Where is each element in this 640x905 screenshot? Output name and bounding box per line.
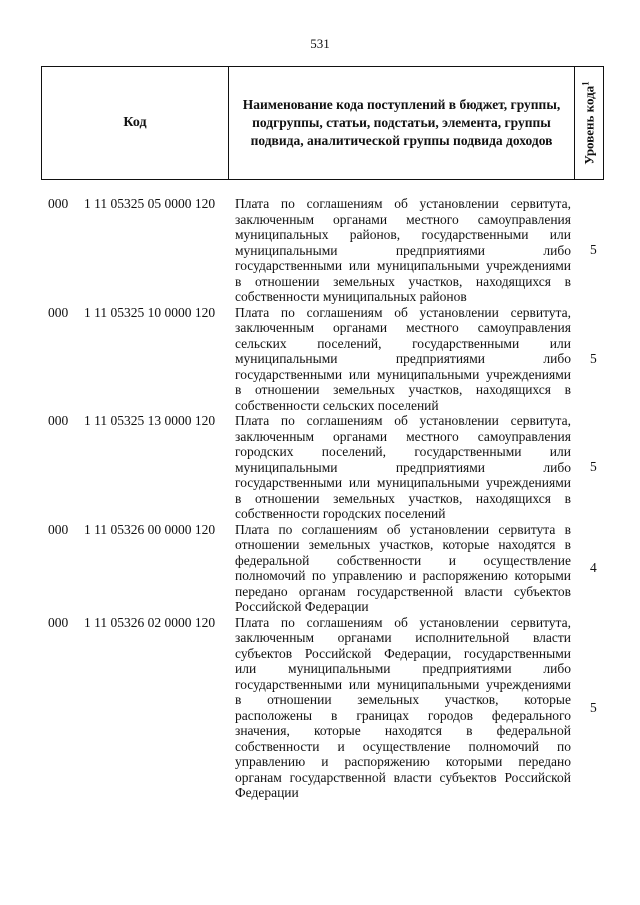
table-row bbox=[0, 196, 640, 305]
table-row bbox=[0, 413, 640, 522]
header-level-cell bbox=[575, 67, 603, 179]
description-line: значения, которые находятся в федеральной bbox=[235, 723, 571, 738]
code-level: 4 bbox=[590, 560, 597, 575]
description-line: в отношении земельных участков, которые bbox=[235, 692, 571, 707]
description-line: передано органам государственной власти субъектов bbox=[235, 583, 571, 599]
revenue-code: 1 11 05325 05 0000 120 bbox=[84, 196, 216, 211]
description-line: государственными или муниципальными учреждениями bbox=[235, 366, 571, 382]
description-line: заключенным органами местного самоуправления bbox=[235, 211, 571, 227]
revenue-description bbox=[235, 305, 571, 414]
description-line: государственными или муниципальными учреждениями bbox=[235, 676, 571, 692]
description-line: Российской Федерации bbox=[235, 599, 369, 614]
description-line: полномочий по управлению и распоряжению которыми bbox=[235, 568, 571, 583]
description-line: в отношении земельных участков, находящихся в bbox=[235, 273, 571, 289]
revenue-code: 1 11 05325 10 0000 120 bbox=[84, 304, 216, 320]
description-line: заключенным органами местного самоуправления bbox=[235, 428, 571, 444]
description-line: собственности и осуществление полномочий по bbox=[235, 738, 571, 754]
revenue-description bbox=[235, 413, 571, 522]
header-name: Наименование кода поступлений в бюджет, группы, подгруппы, статьи, подстатьи, элемента, группы подвида, аналитической группы подвида доходов bbox=[229, 67, 575, 179]
header-level-footnote: 1 bbox=[580, 81, 591, 86]
description-line: Плата по соглашениям об установлении сервитута, bbox=[235, 614, 571, 630]
description-line: Федерации bbox=[235, 785, 299, 800]
description-line: городских поселений, государственными или bbox=[235, 444, 571, 459]
description-line: собственности городских поселений bbox=[235, 506, 446, 521]
admin-code: 000 bbox=[48, 196, 69, 211]
admin-code: 000 bbox=[48, 614, 69, 630]
description-line: Плата по соглашениям об установлении сервитута, bbox=[235, 413, 571, 428]
description-line: в отношении земельных участков, находящихся в bbox=[235, 382, 571, 397]
table-row bbox=[0, 305, 640, 414]
description-line: муниципальными предприятиями либо bbox=[235, 242, 571, 258]
revenue-description bbox=[235, 196, 571, 305]
description-line: муниципальных районов, государственными или bbox=[235, 227, 571, 242]
revenue-code: 1 11 05326 02 0000 120 bbox=[84, 614, 216, 630]
description-line: заключенным органами исполнительной власти bbox=[235, 630, 571, 645]
code-level: 5 bbox=[590, 459, 597, 475]
description-line: собственности муниципальных районов bbox=[235, 289, 467, 304]
code-level: 5 bbox=[590, 699, 597, 715]
admin-code: 000 bbox=[48, 521, 69, 537]
description-line: управлению и распоряжению которыми передано bbox=[235, 754, 571, 769]
description-line: муниципальными предприятиями либо bbox=[235, 351, 571, 366]
description-line: органам государственной власти субъектов Российской bbox=[235, 769, 571, 785]
description-line: субъектов Российской Федерации, государственными bbox=[235, 645, 571, 661]
admin-code: 000 bbox=[48, 304, 69, 320]
admin-code: 000 bbox=[48, 413, 69, 428]
description-line: муниципальными предприятиями либо bbox=[235, 459, 571, 475]
description-line: сельских поселений, государственными или bbox=[235, 335, 571, 351]
revenue-description bbox=[235, 615, 571, 801]
description-line: собственности сельских поселений bbox=[235, 397, 439, 413]
description-line: или муниципальными предприятиями либо bbox=[235, 661, 571, 676]
table-header bbox=[41, 66, 604, 180]
header-code: Код bbox=[42, 67, 229, 179]
description-line: государственными или муниципальными учреждениями bbox=[235, 258, 571, 273]
header-level-label: Уровень кода bbox=[581, 85, 597, 165]
description-line: Плата по соглашениям об установлении сервитута, bbox=[235, 304, 571, 320]
description-line: Плата по соглашениям об установлении сервитута в bbox=[235, 521, 571, 537]
revenue-code: 1 11 05326 00 0000 120 bbox=[84, 521, 216, 537]
revenue-description bbox=[235, 522, 571, 615]
description-line: государственными или муниципальными учреждениями bbox=[235, 475, 571, 490]
description-line: расположены в границах городов федерального bbox=[235, 707, 571, 723]
header-level bbox=[580, 81, 597, 164]
table-row bbox=[0, 615, 640, 801]
description-line: Плата по соглашениям об установлении сервитута, bbox=[235, 196, 571, 211]
description-line: отношении земельных участков, которые находятся в bbox=[235, 537, 571, 552]
table-row bbox=[0, 522, 640, 615]
revenue-code: 1 11 05325 13 0000 120 bbox=[84, 413, 216, 428]
code-level: 5 bbox=[590, 242, 597, 258]
table-body bbox=[0, 196, 640, 801]
code-level: 5 bbox=[590, 350, 597, 366]
page-number: 531 bbox=[310, 36, 330, 51]
description-line: заключенным органами местного самоуправления bbox=[235, 320, 571, 335]
description-line: федеральной собственности и осуществление bbox=[235, 552, 571, 568]
description-line: в отношении земельных участков, находящихся в bbox=[235, 490, 571, 506]
